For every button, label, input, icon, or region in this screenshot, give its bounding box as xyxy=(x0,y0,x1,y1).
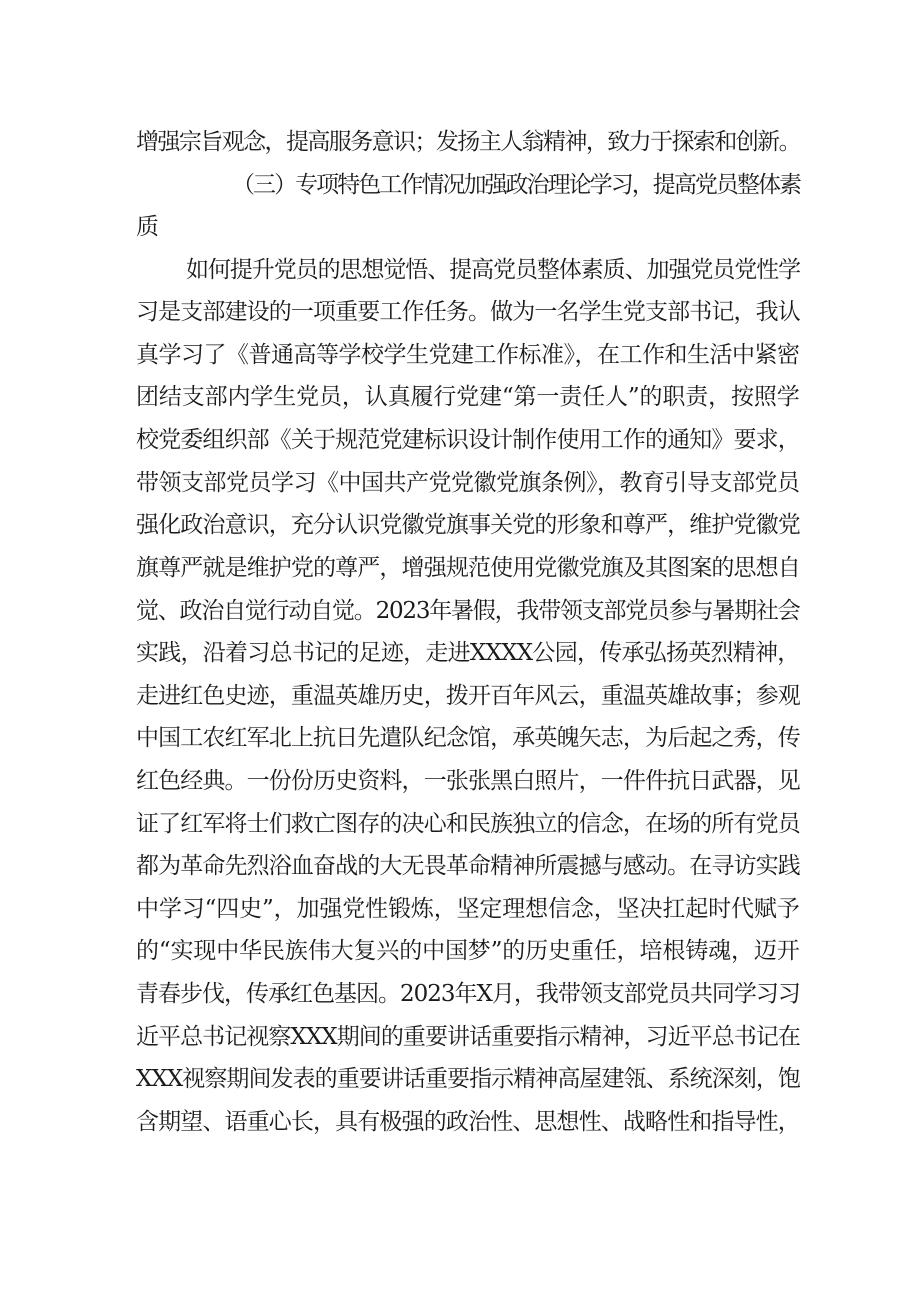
text-line: 强化政治意识，充分认识党徽党旗事关党的形象和尊严，维护党徽党 xyxy=(136,512,800,538)
text-line: 的“实现中华民族伟大复兴的中国梦”的历史重任，培根铸魂，迈开 xyxy=(136,938,800,964)
paragraph-first-line: 如何提升党员的思想觉悟、提高党员整体素质、加强党员党性学 xyxy=(186,257,801,283)
text-line: 含期望、语重心长，具有极强的政治性、思想性、战略性和指导性， xyxy=(136,1109,800,1135)
text-line: 中学习“四史”，加强党性锻炼，坚定理想信念，坚决扛起时代赋予 xyxy=(136,896,800,922)
text-line: 近平总书记视察XXX期间的重要讲话重要指示精神，习近平总书记在 xyxy=(136,1024,800,1050)
section-heading-continued: 质 xyxy=(136,214,159,240)
section-heading: （三）专项特色工作情况加强政治理论学习，提高党员整体素 xyxy=(232,172,801,198)
text-line: 真学习了《普通高等学校学生党建工作标准》，在工作和生活中紧密 xyxy=(136,342,800,368)
text-line: 习是支部建设的一项重要工作任务。做为一名学生党支部书记，我认 xyxy=(136,299,800,325)
text-line: 校党委组织部《关于规范党建标识设计制作使用工作的通知》要求， xyxy=(136,427,800,453)
text-line: XXX视察期间发表的重要讲话重要指示精神高屋建瓴、系统深刻，饱 xyxy=(136,1066,800,1092)
text-line: 团结支部内学生党员，认真履行党建“第一责任人”的职责，按照学 xyxy=(136,384,800,410)
text-line: 都为革命先烈浴血奋战的大无畏革命精神所震撼与感动。在寻访实践 xyxy=(136,853,800,879)
text-line: 带领支部党员学习《中国共产党党徽党旗条例》，教育引导支部党员 xyxy=(136,470,800,496)
text-line: 旗尊严就是维护党的尊严，增强规范使用党徽党旗及其图案的思想自 xyxy=(136,555,800,581)
text-line: 中国工农红军北上抗日先遣队纪念馆，承英魄矢志，为后起之秀，传 xyxy=(136,725,800,751)
text-line: 走进红色史迹，重温英雄历史，拨开百年风云，重温英雄故事；参观 xyxy=(136,683,800,709)
text-line: 实践，沿着习总书记的足迹，走进XXXX公园，传承弘扬英烈精神， xyxy=(136,640,800,666)
text-line: 觉、政治自觉行动自觉。2023年暑假，我带领支部党员参与暑期社会 xyxy=(136,598,800,624)
text-line: 红色经典。一份份历史资料，一张张黑白照片，一件件抗日武器，见 xyxy=(136,768,800,794)
text-line: 证了红军将士们救亡图存的决心和民族独立的信念，在场的所有党员 xyxy=(136,811,800,837)
text-line: 青春步伐，传承红色基因。2023年X月，我带领支部党员共同学习习 xyxy=(136,981,800,1007)
text-line: 增强宗旨观念，提高服务意识；发扬主人翁精神，致力于探索和创新。 xyxy=(136,129,801,155)
